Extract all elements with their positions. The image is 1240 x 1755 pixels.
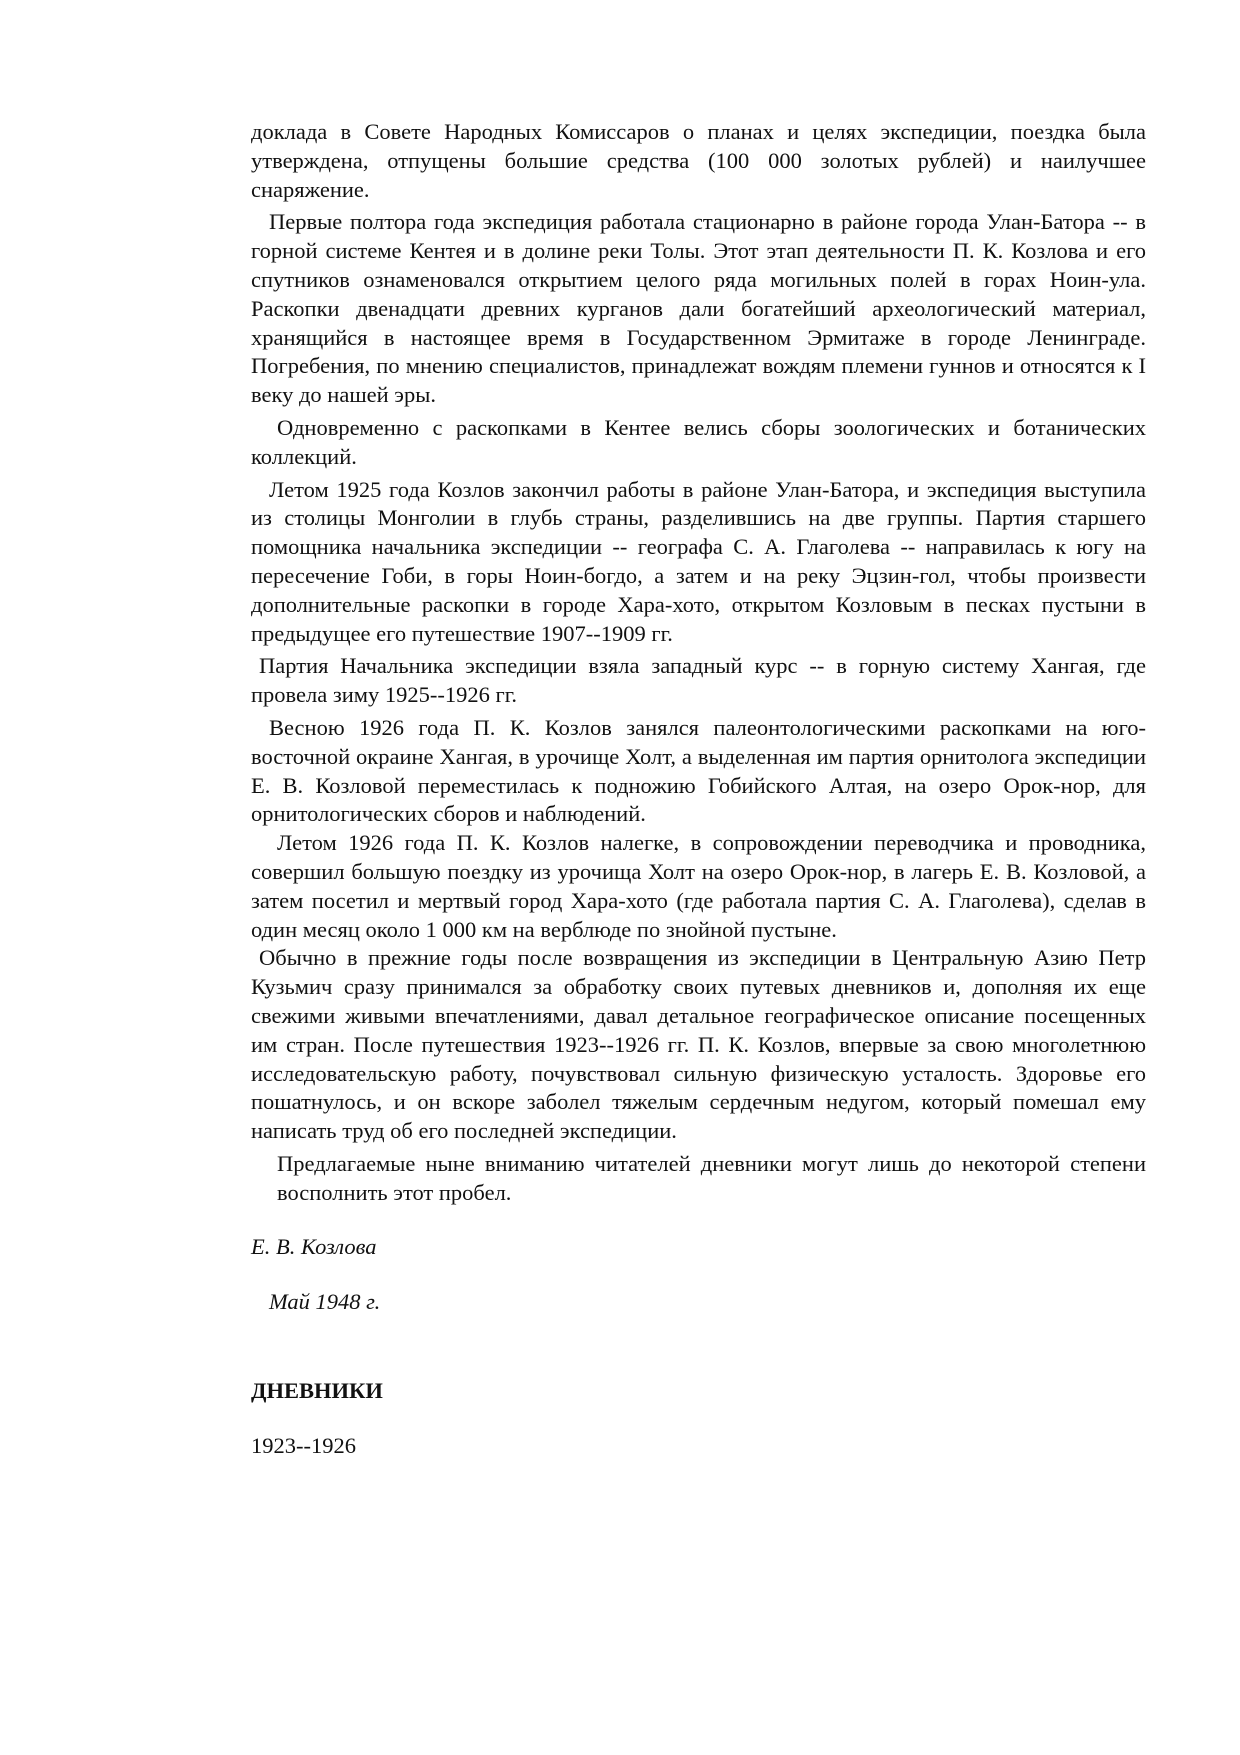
author-signature: Е. В. Козлова [251, 1234, 377, 1260]
paragraph-collections: Одновременно с раскопками в Кентее велись сборы зоологических и ботанических коллекций. [251, 414, 1146, 469]
signature-date: Май 1948 г. [269, 1289, 381, 1315]
paragraph-after-expedition: Обычно в прежние годы после возвращения из экспедиции в Центральную Азию Петр Кузьмич сразу принимался за обработку своих путевых дневников и, дополняя их еще свежими живыми впечатлениями, давал детальное географическое описание посещенных им стран. После путешествия 1923--1926 гг. П. К. Козлов, впервые за свою многолетнюю исследовательскую работу, почувствовал сильную физическую усталость. Здоровье его пошатнулось, и он вскоре заболел тяжелым сердечным недугом, который помешал ему написать труд об его последней экспедиции. [251, 945, 1146, 1144]
section-title: ДНЕВНИКИ [251, 1378, 383, 1404]
section-years: 1923--1926 [251, 1432, 356, 1458]
paragraph-first-years: Первые полтора года экспедиция работала стационарно в районе города Улан-Батора -- в горной системе Кентея и в долине реки Толы. Этот этап деятельности П. К. Козлова и его спутников ознаменовался открытием целого ряда могильных полей в горах Ноин-ула. Раскопки двенадцати древних курганов дали богатейший археологический материал, хранящийся в настоящее время в Государственном Эрмитаже в городе Ленинграде. Погребения, по мнению специалистов, принадлежат вождям племени гуннов и относятся к I веку до нашей эры. [251, 209, 1146, 408]
paragraph-western-course: Партия Начальника экспедиции взяла западный курс -- в горную систему Хангая, где провела зиму 1925--1926 гг. [251, 653, 1146, 708]
paragraph-diaries-offered: Предлагаемые ныне вниманию читателей дневники могут лишь до некоторой степени восполнить этот пробел. [277, 1150, 1146, 1205]
paragraph-summer-1925: Летом 1925 года Козлов закончил работы в районе Улан-Батора, и экспедиция выступила из столицы Монголии в глубь страны, разделившись на две группы. Партия старшего помощника начальника экспедиции -- географа С. А. Глаголева -- направилась к югу на пересечение Гоби, в горы Ноин-богдо, а затем и на реку Эцзин-гол, чтобы произвести дополнительные раскопки в городе Хара-хото, открытом Козловым в песках пустыни в предыдущее его путешествие 1907--1909 гг. [251, 476, 1146, 646]
paragraph-report: доклада в Совете Народных Комиссаров о планах и целях экспедиции, поездка была утверждена, отпущены большие средства (100 000 золотых рублей) и наилучшее снаряжение. [251, 119, 1146, 202]
document-page [251, 118, 1146, 1461]
paragraph-spring-1926: Весною 1926 года П. К. Козлов занялся палеонтологическими раскопками на юго-восточной окраине Хангая, в урочище Холт, а выделенная им партия орнитолога экспедиции Е. В. Козловой переместилась к подножию Гобийского Алтая, на озеро Орок-нор, для орнитологических сборов и наблюдений. [251, 714, 1146, 827]
paragraph-summer-1926: Летом 1926 года П. К. Козлов налегке, в сопровождении переводчика и проводника, совершил большую поездку из урочища Холт на озеро Орок-нор, в лагерь Е. В. Козловой, а затем посетил и мертвый город Хара-хото (где работала партия С. А. Глаголева), сделав в один месяц около 1 000 км на верблюде по знойной пустыне. [251, 830, 1146, 942]
